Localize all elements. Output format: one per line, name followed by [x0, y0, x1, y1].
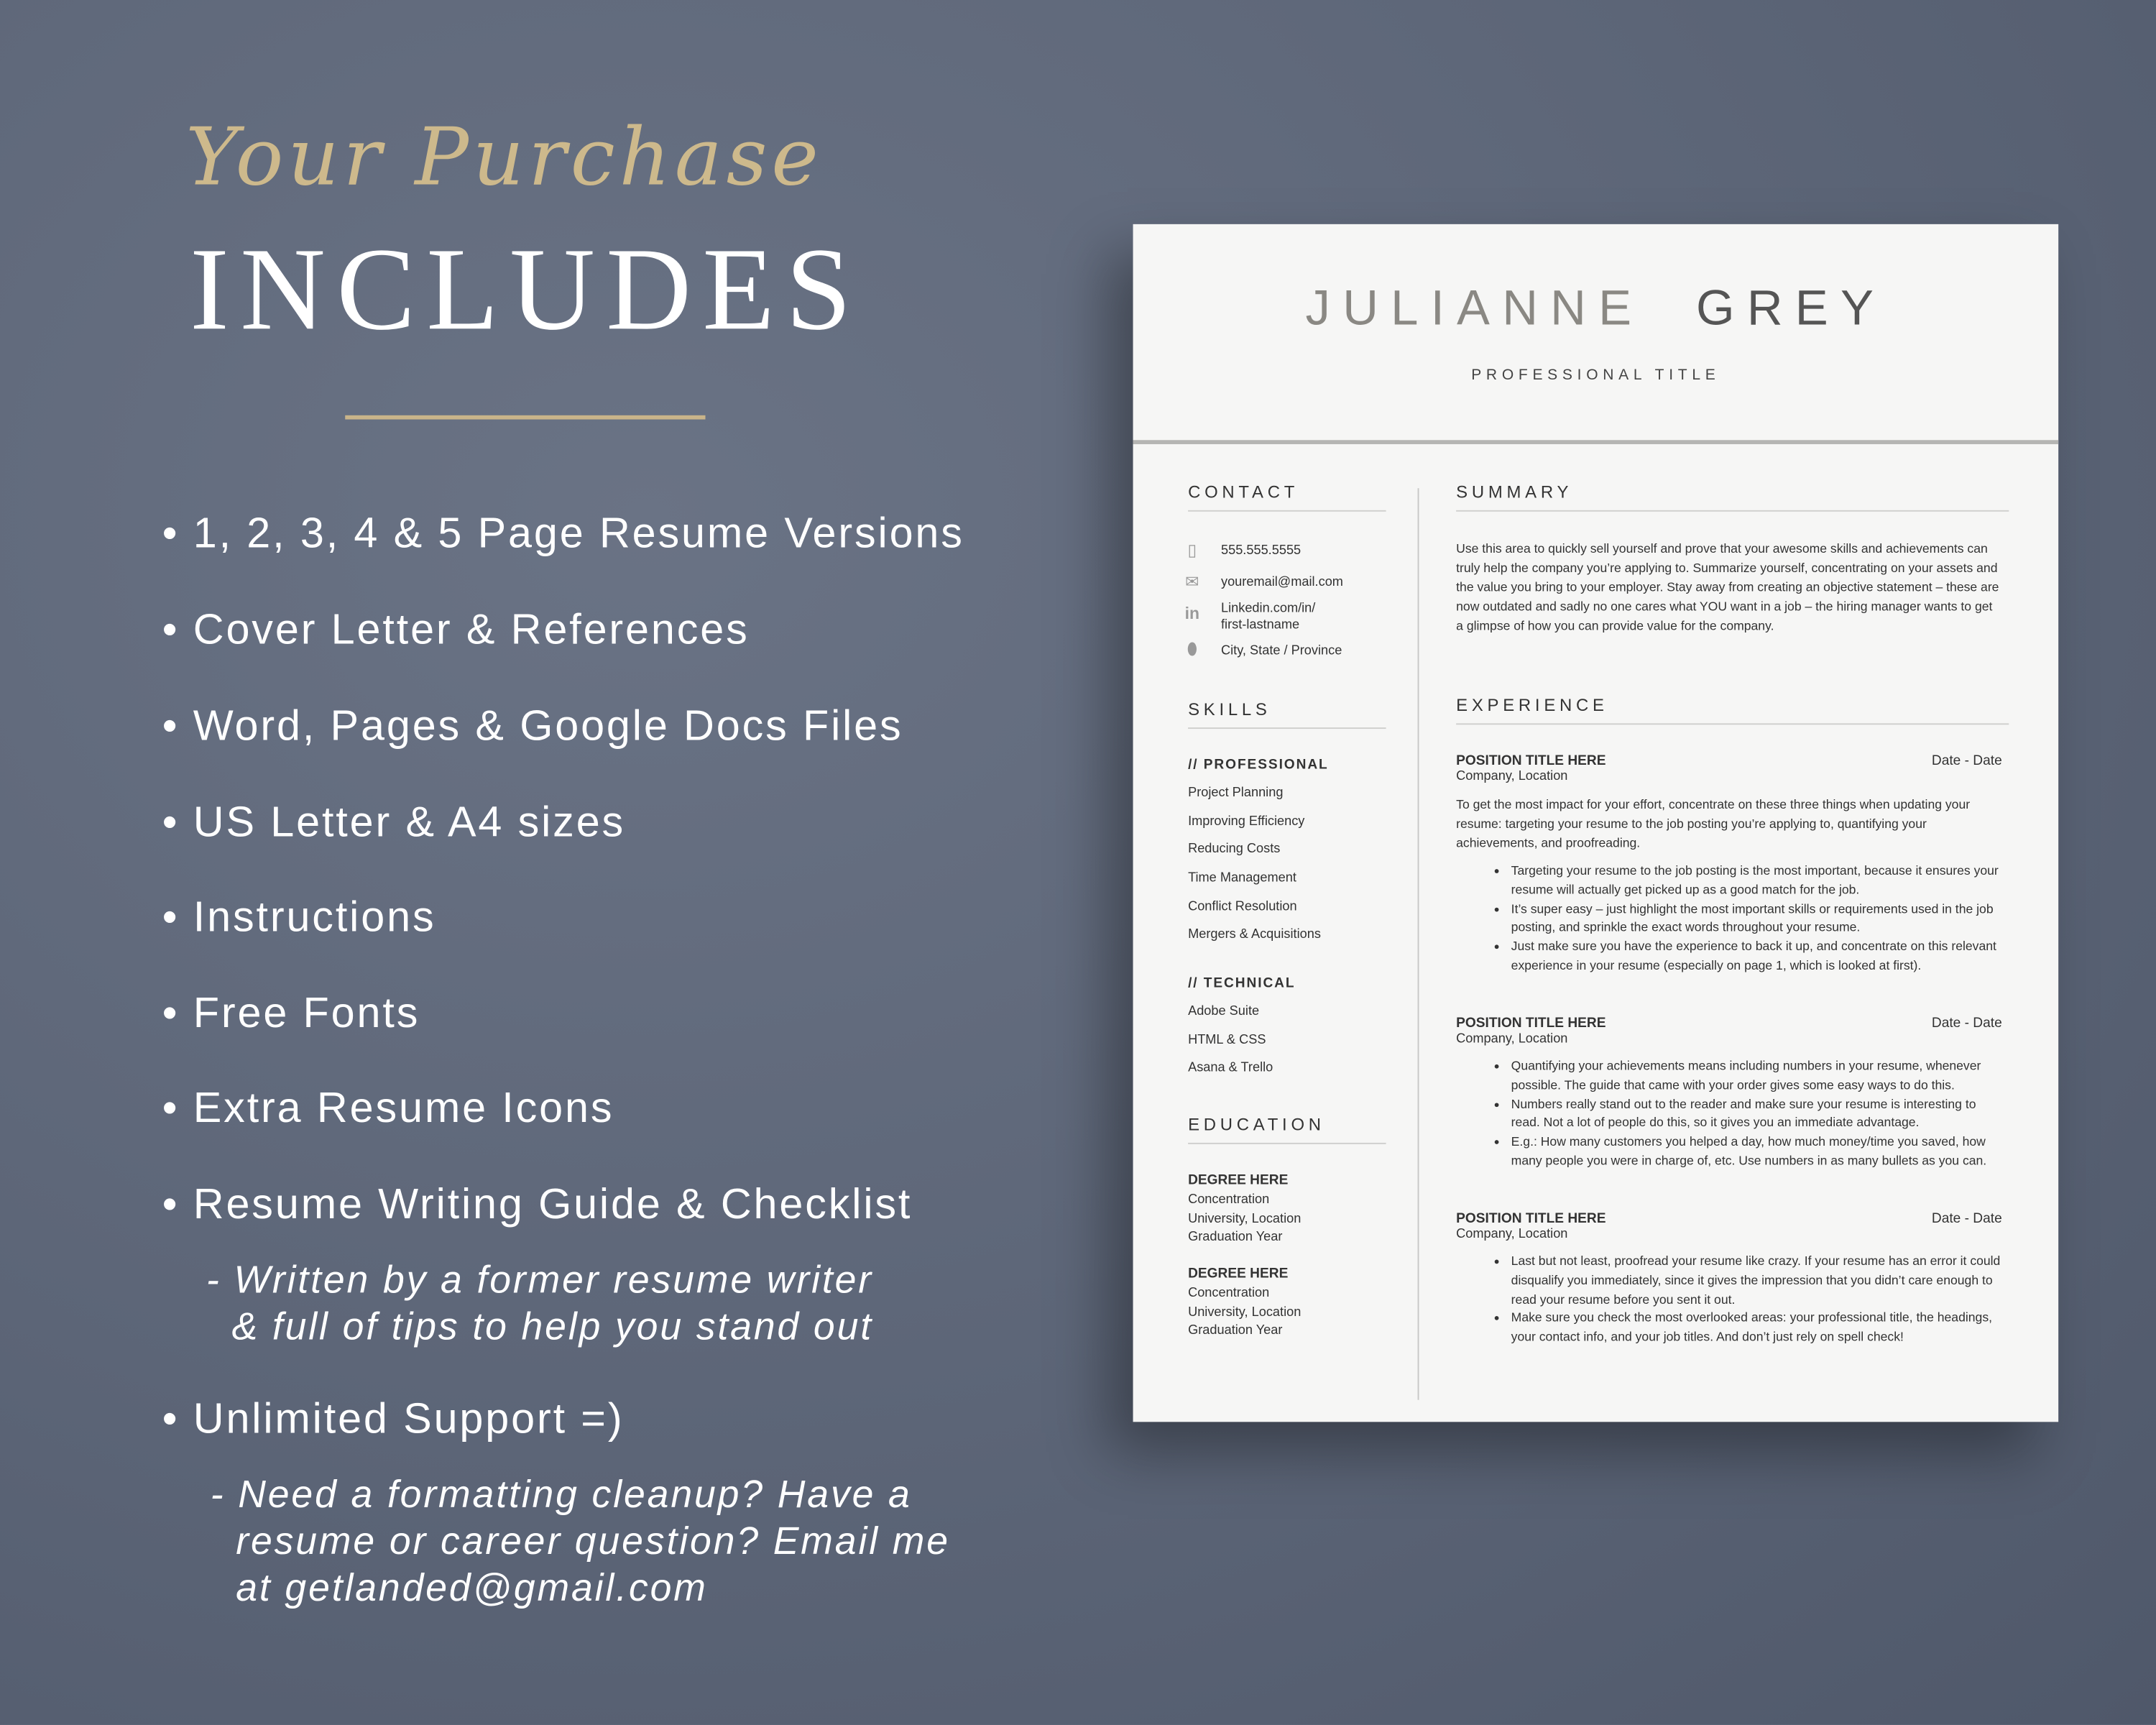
job-bullet: • Targeting your resume to the job posting is the most important, because it ensures your resume will actually get picked up as a good match for the job.: [1511, 862, 2002, 901]
education-entry: [1188, 1265, 1301, 1341]
job-bullet: • Quantifying your achievements means including numbers in your resume, whenever possible. The guide that came with your order gives some easy ways to do this.: [1511, 1057, 2002, 1095]
skills-professional-heading: // PROFESSIONAL: [1188, 758, 1329, 773]
header-divider: [1133, 440, 2059, 444]
first-name: JULIANNE: [1305, 279, 1644, 336]
support-note: - Need a formatting cleanup? Have a resume or career question? Email me at getlanded@gmail.com: [210, 1473, 950, 1609]
summary-heading: SUMMARY: [1456, 483, 2009, 512]
feature-item: • US Letter & A4 sizes: [162, 797, 626, 846]
summary-text: [1456, 539, 2002, 645]
feature-item: • 1, 2, 3, 4 & 5 Page Resume Versions: [162, 508, 964, 557]
job-dates: Date - Date: [1931, 753, 2002, 769]
skills-technical-heading: // TECHNICAL: [1188, 976, 1296, 992]
feature-item: • Resume Writing Guide & Checklist: [162, 1179, 913, 1228]
gold-divider: [345, 415, 705, 420]
graduation-year: Graduation Year: [1188, 1323, 1283, 1339]
degree: DEGREE HERE: [1188, 1266, 1289, 1282]
job-dates: Date - Date: [1931, 1016, 2002, 1031]
graduation-year: Graduation Year: [1188, 1230, 1283, 1246]
script-heading: Your Purchase: [185, 110, 823, 204]
column-divider: [1418, 488, 1419, 1399]
school: University, Location: [1188, 1304, 1302, 1320]
education-entry: [1188, 1172, 1301, 1248]
skill-item: Reducing Costs: [1188, 841, 1281, 857]
linkedin-icon: in: [1184, 603, 1199, 623]
skill-item: Mergers & Acquisitions: [1188, 926, 1321, 942]
contact-linkedin: Linkedin.com/in/ first-lastname: [1220, 601, 1316, 633]
job-bullet: • Just make sure you have the experience to back it up, and concentrate on this relevant experience in your resume (especially on page 1, which is looked at first).: [1511, 938, 2002, 976]
feature-item: • Word, Pages & Google Docs Files: [162, 701, 903, 750]
job-entry: [1456, 1016, 2002, 1172]
phone-icon: ▯: [1187, 540, 1197, 560]
job-dates: Date - Date: [1931, 1211, 2002, 1227]
location-pin-icon: ⬮: [1187, 639, 1198, 659]
job-bullet: • Last but not least, proofread your resume like crazy. If your resume has an error it could disqualify you immediately, since it gives the impression that you didn’t care enough to read your resume before you sent it out.: [1511, 1253, 2002, 1310]
contact-phone: 555.555.5555: [1220, 543, 1302, 558]
feature-item: • Free Fonts: [162, 988, 420, 1037]
job-bullet: • E.g.: How many customers you helped a day, how much money/time you saved, how many people you were in charge of, etc. Use numbers in as many bullets as you can.: [1511, 1133, 2002, 1172]
job-entry: [1456, 1212, 2002, 1348]
concentration: Concentration: [1188, 1192, 1270, 1208]
feature-item: • Cover Letter & References: [162, 604, 750, 653]
education-heading: EDUCATION: [1188, 1116, 1386, 1144]
skill-item: Asana & Trello: [1188, 1060, 1273, 1076]
job-title: POSITION TITLE HERE: [1456, 1016, 1606, 1031]
contact-heading: CONTACT: [1188, 483, 1386, 512]
mail-icon: ✉: [1185, 571, 1199, 592]
feature-item: • Instructions: [162, 892, 436, 941]
contact-email: youremail@mail.com: [1220, 574, 1343, 590]
skill-item: Conflict Resolution: [1188, 899, 1297, 915]
professional-title: PROFESSIONAL TITLE: [1471, 367, 1720, 384]
feature-item: • Extra Resume Icons: [162, 1083, 614, 1132]
job-company: Company, Location: [1456, 1031, 1568, 1046]
job-company: Company, Location: [1456, 768, 1568, 784]
contact-location: City, State / Province: [1220, 643, 1342, 659]
skill-item: Project Planning: [1188, 785, 1284, 801]
experience-heading: EXPERIENCE: [1456, 696, 2009, 724]
job-bullet: • Make sure you check the most overlooked areas: your professional title, the headings, your contact info, and your job titles. And don’t just rely on spell check!: [1511, 1310, 2002, 1348]
guide-note: - Written by a former resume writer & full of tips to help you stand out: [206, 1258, 874, 1348]
summary-paragraph: Use this area to quickly sell yourself and prove that your awesome skills and achievements can truly help the company you’re applying to. Summarize yourself, concentrating on your assets and the value you bring to your employer. Stay away from creating an objective statement – these are now outdated and sadly no one cares what YOU want in a job – the hiring manager wants to get a glimpse of how you can provide value for the company.: [1456, 541, 1999, 633]
resume-preview: [1133, 224, 2059, 1422]
main-heading: INCLUDES: [190, 222, 863, 355]
job-title: POSITION TITLE HERE: [1456, 1211, 1606, 1227]
job-company: Company, Location: [1456, 1226, 1568, 1242]
concentration: Concentration: [1188, 1285, 1270, 1301]
job-entry: [1456, 753, 2002, 976]
skill-item: Improving Efficiency: [1188, 814, 1305, 829]
last-name: GREY: [1696, 279, 1886, 336]
school: University, Location: [1188, 1210, 1302, 1226]
degree: DEGREE HERE: [1188, 1173, 1289, 1189]
skills-heading: SKILLS: [1188, 700, 1386, 729]
skill-item: HTML & CSS: [1188, 1032, 1266, 1048]
job-bullet: • It’s super easy – just highlight the most important skills or requirements used in the job posting, and sprinkle the exact words throughout your resume.: [1511, 900, 2002, 938]
job-title: POSITION TITLE HERE: [1456, 753, 1606, 769]
feature-item: • Unlimited Support =): [162, 1394, 625, 1443]
skill-item: Time Management: [1188, 870, 1296, 886]
skill-item: Adobe Suite: [1188, 1003, 1260, 1019]
resume-name: [1133, 279, 2059, 336]
job-bullet: • Numbers really stand out to the reader and make sure your resume is interesting to read. Not a lot of people do this, so it gives you an immediate advantage.: [1511, 1095, 2002, 1133]
job-intro: To get the most impact for your effort, concentrate on these three things when updating your resume: targeting your resume to the job posting you’re applying to, quantifying your achievements, and proofreading.: [1456, 797, 1971, 850]
